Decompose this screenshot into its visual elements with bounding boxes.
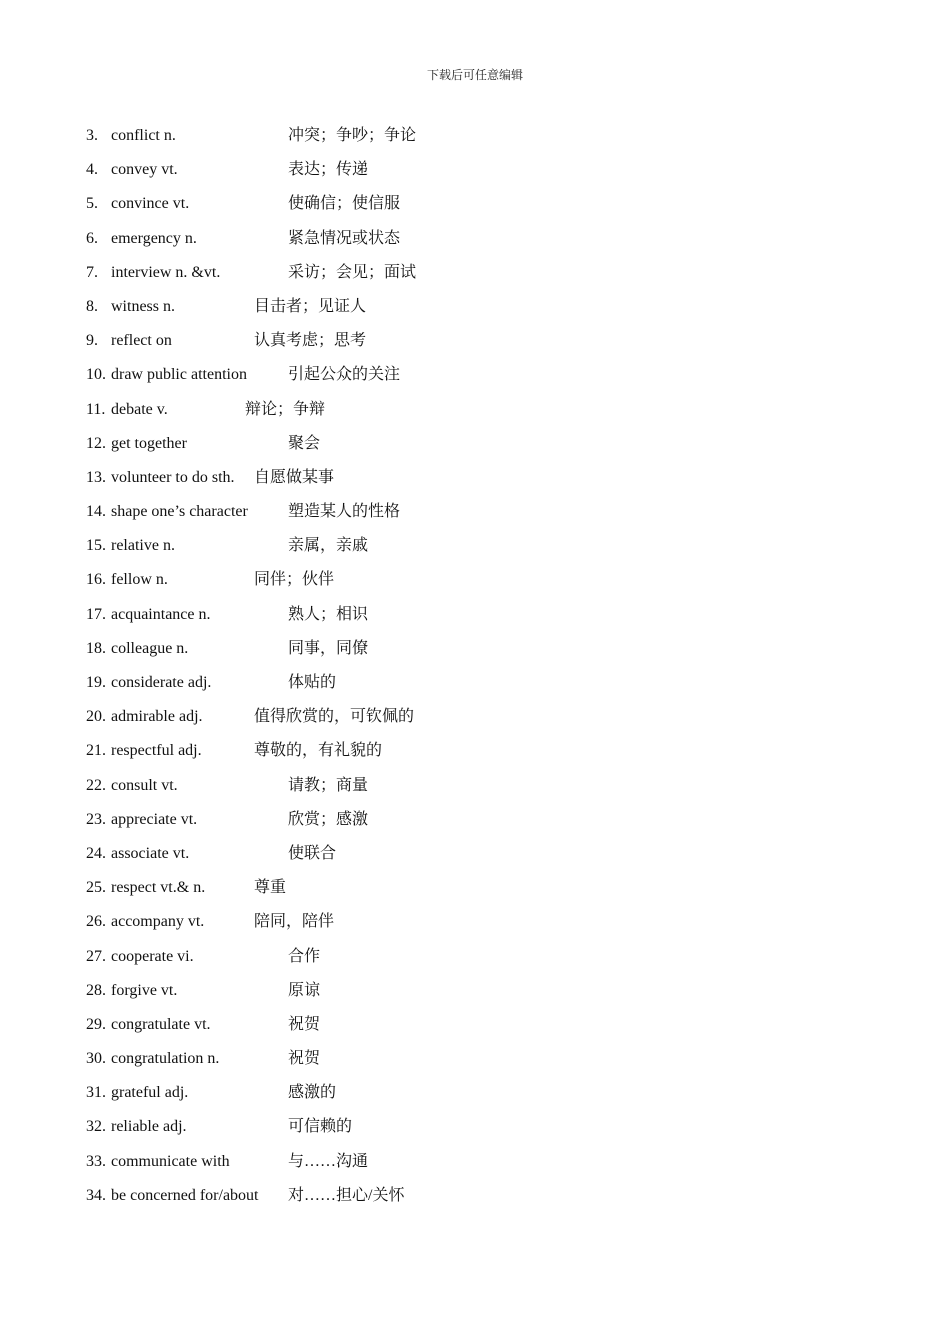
- entry-meaning: 冲突；争吵；争论: [288, 127, 417, 144]
- vocab-entry: [86, 498, 786, 532]
- entry-term: relative n.: [111, 537, 175, 555]
- entry-number: 19.: [86, 674, 106, 691]
- vocab-list: [86, 122, 786, 1216]
- entry-term: witness n.: [111, 297, 175, 315]
- entry-meaning: 请教；商量: [288, 776, 369, 794]
- vocab-entry: [86, 190, 786, 224]
- vocab-entry: [86, 1148, 786, 1182]
- entry-term: considerate adj.: [111, 674, 212, 691]
- entry-term: communicate with: [111, 1152, 230, 1170]
- entry-number: 23.: [86, 810, 106, 828]
- entry-term: fellow n.: [111, 571, 168, 589]
- vocab-entry: [86, 806, 786, 840]
- entry-number: 27.: [86, 947, 106, 965]
- entry-term: convince vt.: [111, 195, 190, 213]
- entry-number: 14.: [86, 503, 106, 521]
- entry-meaning: 祝贺: [288, 1015, 321, 1033]
- entry-term: reflect on: [111, 332, 172, 350]
- vocab-entry: [86, 1045, 786, 1079]
- entry-meaning: 认真考虑；思考: [254, 332, 367, 350]
- entry-number: 29.: [86, 1015, 106, 1033]
- vocab-entry: [86, 943, 786, 977]
- entry-term: debate v.: [111, 400, 168, 418]
- vocab-entry: [86, 532, 786, 566]
- entry-number: 33.: [86, 1152, 106, 1170]
- entry-number: 8.: [86, 297, 98, 315]
- entry-term: consult vt.: [111, 776, 178, 794]
- entry-term: acquaintance n.: [111, 605, 211, 623]
- entry-meaning: 使联合: [288, 844, 337, 862]
- entry-number: 5.: [86, 195, 98, 213]
- entry-term: respectful adj.: [111, 742, 202, 760]
- entry-term: get together: [111, 434, 187, 452]
- vocab-entry: [86, 703, 786, 737]
- vocab-entry: [86, 669, 786, 703]
- vocab-entry: [86, 327, 786, 361]
- vocab-entry: [86, 601, 786, 635]
- vocab-entry: [86, 293, 786, 327]
- vocab-entry: [86, 566, 786, 600]
- entry-meaning: 采访；会见；面试: [288, 263, 417, 281]
- entry-number: 4.: [86, 161, 98, 179]
- entry-number: 28.: [86, 981, 106, 999]
- entry-meaning: 陪同，陪伴: [254, 913, 335, 931]
- entry-meaning: 体贴的: [288, 674, 337, 691]
- entry-number: 22.: [86, 776, 106, 794]
- entry-meaning: 紧急情况或状态: [288, 229, 401, 247]
- entry-term: congratulation n.: [111, 1050, 220, 1068]
- entry-term: accompany vt.: [111, 913, 205, 931]
- entry-term: reliable adj.: [111, 1118, 187, 1136]
- entry-term: emergency n.: [111, 229, 197, 247]
- entry-term: convey vt.: [111, 161, 178, 179]
- entry-meaning: 使确信；使信服: [288, 195, 401, 213]
- vocab-entry: [86, 122, 786, 156]
- entry-number: 11.: [86, 400, 106, 418]
- entry-meaning: 表达；传递: [288, 161, 369, 179]
- entry-number: 32.: [86, 1118, 106, 1136]
- vocab-entry: [86, 772, 786, 806]
- entry-meaning: 尊敬的，有礼貌的: [254, 742, 383, 760]
- entry-meaning: 可信赖的: [288, 1118, 353, 1136]
- vocab-entry: [86, 874, 786, 908]
- vocab-entry: [86, 396, 786, 430]
- entry-meaning: 同伴；伙伴: [254, 571, 335, 589]
- entry-meaning: 聚会: [288, 434, 321, 452]
- entry-term: congratulate vt.: [111, 1015, 211, 1033]
- entry-meaning: 与……沟通: [288, 1152, 369, 1170]
- entry-number: 20.: [86, 708, 106, 726]
- entry-number: 6.: [86, 229, 98, 247]
- entry-number: 25.: [86, 879, 106, 897]
- entry-meaning: 自愿做某事: [254, 468, 335, 486]
- entry-meaning: 值得欣赏的，可钦佩的: [254, 708, 415, 726]
- vocab-entry: [86, 635, 786, 669]
- entry-meaning: 同事，同僚: [288, 639, 369, 657]
- entry-number: 30.: [86, 1050, 106, 1068]
- entry-term: draw public attention: [111, 366, 247, 384]
- entry-number: 3.: [86, 127, 98, 144]
- entry-meaning: 目击者；见证人: [254, 297, 367, 315]
- entry-number: 26.: [86, 913, 106, 931]
- entry-number: 24.: [86, 844, 106, 862]
- entry-term: conflict n.: [111, 127, 176, 144]
- entry-number: 10.: [86, 366, 106, 384]
- entry-number: 34.: [86, 1186, 106, 1204]
- entry-meaning: 原谅: [288, 981, 321, 999]
- entry-number: 7.: [86, 263, 98, 281]
- entry-meaning: 感激的: [288, 1084, 337, 1102]
- entry-meaning: 辩论；争辩: [245, 400, 326, 418]
- entry-term: admirable adj.: [111, 708, 203, 726]
- entry-meaning: 塑造某人的性格: [288, 503, 401, 521]
- vocab-entry: [86, 430, 786, 464]
- vocab-entry: [86, 1079, 786, 1113]
- entry-term: interview n. &vt.: [111, 263, 221, 281]
- entry-term: be concerned for/about: [111, 1186, 259, 1204]
- vocab-entry: [86, 840, 786, 874]
- entry-meaning: 祝贺: [288, 1050, 321, 1068]
- entry-meaning: 合作: [288, 947, 321, 965]
- page-header: 下载后可任意编辑: [426, 68, 523, 82]
- entry-meaning: 引起公众的关注: [288, 366, 401, 384]
- vocab-entry: [86, 1182, 786, 1216]
- entry-meaning: 欣赏；感激: [288, 810, 369, 828]
- vocab-entry: [86, 464, 786, 498]
- entry-term: appreciate vt.: [111, 810, 198, 828]
- entry-number: 9.: [86, 332, 98, 350]
- vocab-entry: [86, 156, 786, 190]
- vocab-entry: [86, 225, 786, 259]
- entry-number: 16.: [86, 571, 106, 589]
- entry-term: respect vt.& n.: [111, 879, 206, 897]
- vocab-entry: [86, 1011, 786, 1045]
- entry-term: volunteer to do sth.: [111, 468, 235, 486]
- entry-number: 12.: [86, 434, 106, 452]
- vocab-entry: [86, 908, 786, 942]
- vocab-entry: [86, 259, 786, 293]
- entry-term: cooperate vi.: [111, 947, 194, 965]
- entry-number: 21.: [86, 742, 106, 760]
- entry-meaning: 熟人；相识: [288, 605, 369, 623]
- entry-term: forgive vt.: [111, 981, 178, 999]
- entry-term: associate vt.: [111, 844, 190, 862]
- entry-term: grateful adj.: [111, 1084, 189, 1102]
- entry-number: 31.: [86, 1084, 106, 1102]
- entry-number: 18.: [86, 639, 106, 657]
- vocab-entry: [86, 977, 786, 1011]
- entry-number: 13.: [86, 468, 106, 486]
- entry-term: colleague n.: [111, 639, 189, 657]
- vocab-entry: [86, 1113, 786, 1147]
- vocab-entry: [86, 361, 786, 395]
- entry-term: shape one’s character: [111, 503, 248, 521]
- entry-number: 17.: [86, 605, 106, 623]
- entry-number: 15.: [86, 537, 106, 555]
- vocab-entry: [86, 737, 786, 771]
- entry-meaning: 亲属，亲戚: [288, 537, 369, 555]
- entry-meaning: 尊重: [254, 879, 287, 897]
- entry-meaning: 对……担心/关怀: [288, 1186, 405, 1204]
